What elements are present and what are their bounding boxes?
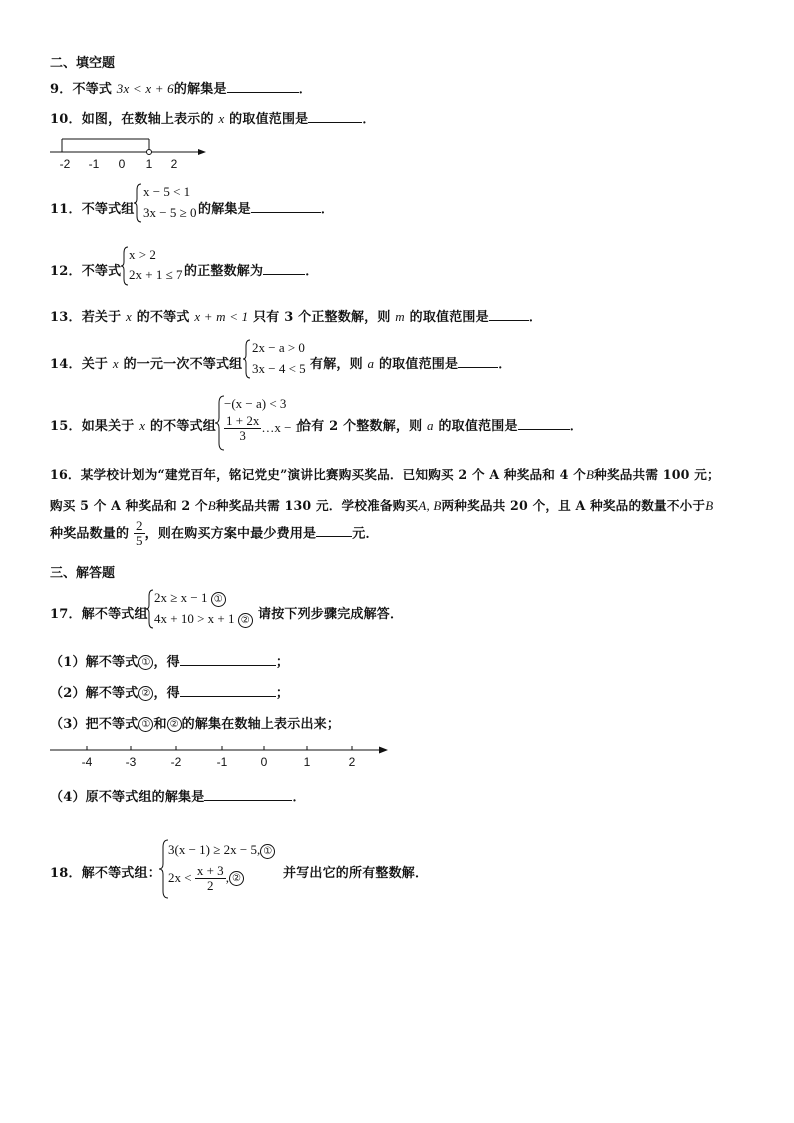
question-text: 如果关于 xyxy=(81,419,135,434)
fraction-numerator: x + 3 xyxy=(196,863,224,878)
circled-one-icon: ① xyxy=(260,844,275,859)
math-variable: B xyxy=(207,498,216,513)
question-text: 有解，则 xyxy=(310,357,363,372)
question-text: 的取值范围是 xyxy=(409,310,489,325)
question-14 xyxy=(50,353,242,372)
answer-blank[interactable] xyxy=(316,524,352,537)
system-line-1: x > 2 xyxy=(129,247,156,262)
tick-label: -3 xyxy=(125,755,137,769)
system-line-2 xyxy=(154,611,253,628)
punctuation: ． xyxy=(305,264,319,279)
question-text: 的解集是 xyxy=(173,82,227,97)
axis-ticks xyxy=(60,157,178,171)
math-variable: a xyxy=(427,418,434,433)
question-16-line-1 xyxy=(50,464,720,483)
question-text: 解不等式组： xyxy=(81,866,161,881)
question-text: 种奖品共需 100 元； xyxy=(594,467,720,482)
question-10 xyxy=(50,108,376,127)
question-number: 15． xyxy=(50,419,82,434)
step-text: 和 xyxy=(153,717,167,732)
system-line-1: −(x − a) < 3 xyxy=(224,396,287,411)
circled-one-icon: ① xyxy=(211,592,226,607)
brace-icon xyxy=(242,338,252,380)
answer-blank[interactable] xyxy=(518,417,570,430)
fraction-numerator: 1 + 2x xyxy=(226,413,260,428)
tick-label: 1 xyxy=(303,755,311,769)
math-variable: x xyxy=(218,111,225,126)
math-expression: 2x ≥ x − 1 xyxy=(154,590,208,605)
question-18 xyxy=(50,862,161,881)
question-text: 的取值范围是 xyxy=(378,357,459,372)
question-number: 9． xyxy=(50,82,73,97)
question-text: ，则在购买方案中最少费用是 xyxy=(144,526,317,542)
question-number: 11． xyxy=(50,202,82,217)
axis-ticks xyxy=(82,746,356,769)
system-line-2: 3x − 4 < 5 xyxy=(252,361,306,376)
circled-two-icon: ② xyxy=(167,717,182,732)
question-text: 恰有 2 个整数解，则 xyxy=(298,419,423,434)
question-17-step-4 xyxy=(50,786,306,805)
tick-label: -4 xyxy=(81,755,93,769)
math-expression: 2x < xyxy=(168,869,192,885)
question-11 xyxy=(50,198,135,217)
question-12-tail xyxy=(184,260,318,279)
step-text: ，得 xyxy=(153,686,180,701)
punctuation: ； xyxy=(275,655,290,670)
answer-blank[interactable] xyxy=(180,653,276,666)
step-text: （2）解不等式 xyxy=(50,686,139,701)
tick-label: -2 xyxy=(170,755,182,769)
math-expression: 4x + 10 > x + 1 xyxy=(154,611,235,626)
punctuation: ． xyxy=(292,790,306,805)
question-number: 14． xyxy=(50,357,82,372)
question-text: 关于 xyxy=(81,357,109,372)
punctuation: ． xyxy=(569,419,583,434)
tick-label: 0 xyxy=(260,755,268,769)
system-line-2: 3x − 5 ≥ 0 xyxy=(143,205,197,220)
question-17-step-3 xyxy=(50,713,340,732)
math-variable: x xyxy=(112,356,119,371)
question-16-line-3 xyxy=(50,519,379,549)
question-number: 12． xyxy=(50,264,82,279)
system-line-1: 2x − a > 0 xyxy=(252,340,305,355)
question-text: 的不等式 xyxy=(136,310,190,325)
circled-two-icon: ② xyxy=(229,871,244,886)
system-line-1: x − 5 < 1 xyxy=(143,184,191,199)
math-variable: x xyxy=(126,309,133,324)
axis-arrow-icon xyxy=(379,747,388,754)
open-endpoint xyxy=(147,150,152,155)
answer-blank[interactable] xyxy=(489,308,529,321)
question-number: 10． xyxy=(50,112,82,127)
question-text: 只有 3 个正整数解，则 xyxy=(253,310,391,325)
question-15 xyxy=(50,415,216,434)
question-17 xyxy=(50,603,148,622)
tick-label: 2 xyxy=(170,157,178,171)
section-heading-fill-in: 二、填空题 xyxy=(50,56,116,71)
system-line-1 xyxy=(154,590,226,607)
fraction-denominator: 5 xyxy=(135,533,143,549)
question-text: 种奖品共需 130 元．学校准备购买 xyxy=(215,498,419,513)
step-text: 的解集在数轴上表示出来； xyxy=(181,717,341,732)
tick-label: 0 xyxy=(118,157,126,171)
tick-label: 2 xyxy=(348,755,356,769)
fraction xyxy=(224,414,261,444)
math-variable: B xyxy=(705,498,714,513)
system-line-2 xyxy=(224,414,301,444)
circled-two-icon: ② xyxy=(138,686,153,701)
system-line-2: 2x + 1 ≤ 7 xyxy=(129,267,183,282)
question-text: 的取值范围是 xyxy=(438,419,518,434)
math-variable: B xyxy=(586,467,595,482)
question-number: 13． xyxy=(50,310,82,325)
question-text: 若关于 xyxy=(81,310,122,325)
answer-blank[interactable] xyxy=(180,684,276,697)
question-number: 17． xyxy=(50,607,82,622)
punctuation: ． xyxy=(528,310,543,325)
question-17-step-1 xyxy=(50,651,289,670)
system-line-1 xyxy=(168,842,275,859)
tick-label: 1 xyxy=(145,157,153,171)
fraction-denominator: 3 xyxy=(239,428,246,444)
question-18-tail: 并写出它的所有整数解． xyxy=(283,866,429,881)
question-number: 16． xyxy=(50,467,81,482)
tick-label: -2 xyxy=(59,157,71,171)
number-line-q17[interactable] xyxy=(48,738,393,770)
question-text: 如图，在数轴上表示的 xyxy=(81,112,214,127)
fraction xyxy=(134,519,145,549)
answer-blank[interactable] xyxy=(227,80,299,93)
punctuation: 元． xyxy=(352,526,379,542)
math-expression: …x − 1 xyxy=(261,419,302,435)
step-text: ，得 xyxy=(153,655,180,670)
step-text: （3）把不等式 xyxy=(50,717,139,732)
question-text: 购买 5 个 A 种奖品和 2 个 xyxy=(50,498,208,513)
question-text: 不等式 xyxy=(72,82,113,97)
tick-label: -1 xyxy=(88,157,100,171)
question-number: 18． xyxy=(50,866,82,881)
question-15-tail xyxy=(298,415,583,434)
punctuation: ． xyxy=(298,82,312,97)
question-text: 不等式 xyxy=(81,264,122,279)
tick-label: -1 xyxy=(216,755,228,769)
question-11-tail xyxy=(198,198,334,217)
circled-one-icon: ① xyxy=(138,717,153,732)
math-expression: x + m < 1 xyxy=(194,309,249,324)
brace-icon xyxy=(133,182,143,224)
question-text: 解不等式组 xyxy=(81,607,148,622)
number-line-q10 xyxy=(48,132,213,172)
question-text: 两种奖品共 20 个，且 A 种奖品的数量不小于 xyxy=(441,498,706,513)
circled-two-icon: ② xyxy=(238,613,253,628)
answer-blank[interactable] xyxy=(263,262,305,275)
math-variable: x xyxy=(139,418,146,433)
axis-arrow-icon xyxy=(198,149,206,155)
question-17-tail: 请按下列步骤完成解答． xyxy=(258,607,404,622)
question-text: 某学校计划为“建党百年，铭记党史”演讲比赛购买奖品．已知购买 2 个 A 种奖品和 4 个 xyxy=(80,467,587,482)
question-text: 的一元一次不等式组 xyxy=(123,357,243,372)
system-line-2 xyxy=(168,864,244,894)
answer-blank[interactable] xyxy=(204,788,292,801)
punctuation: ． xyxy=(362,112,376,127)
step-text: （4）原不等式组的解集是 xyxy=(50,790,205,805)
question-text: 的不等式组 xyxy=(149,419,216,434)
question-16-line-2 xyxy=(50,495,713,514)
question-14-tail xyxy=(310,353,511,372)
question-13 xyxy=(50,306,542,325)
math-expression: 3(x − 1) ≥ 2x − 5, xyxy=(168,842,261,857)
math-expression: 3x < x + 6 xyxy=(116,81,174,96)
question-17-step-2 xyxy=(50,682,289,701)
answer-blank[interactable] xyxy=(251,200,321,213)
circled-one-icon: ① xyxy=(138,655,153,670)
question-text: 种奖品数量的 xyxy=(50,526,130,542)
fraction-denominator: 2 xyxy=(207,878,214,894)
punctuation: , xyxy=(225,869,229,885)
math-variable: a xyxy=(367,356,375,371)
fraction xyxy=(195,864,226,894)
answer-blank[interactable] xyxy=(308,110,362,123)
fraction-numerator: 2 xyxy=(135,518,143,533)
punctuation: ； xyxy=(275,686,290,701)
section-heading-solve: 三、解答题 xyxy=(50,566,116,581)
math-variable: m xyxy=(395,309,405,324)
punctuation: ． xyxy=(498,357,512,372)
question-text: 的解集是 xyxy=(198,202,251,217)
question-text: 不等式组 xyxy=(81,202,135,217)
math-variable: A, B xyxy=(418,498,442,513)
question-text: 的取值范围是 xyxy=(229,112,309,127)
question-text: 的正整数解为 xyxy=(184,264,264,279)
punctuation: ． xyxy=(320,202,335,217)
question-12 xyxy=(50,260,121,279)
question-9 xyxy=(50,78,312,97)
answer-blank[interactable] xyxy=(458,355,498,368)
step-text: （1）解不等式 xyxy=(50,655,139,670)
